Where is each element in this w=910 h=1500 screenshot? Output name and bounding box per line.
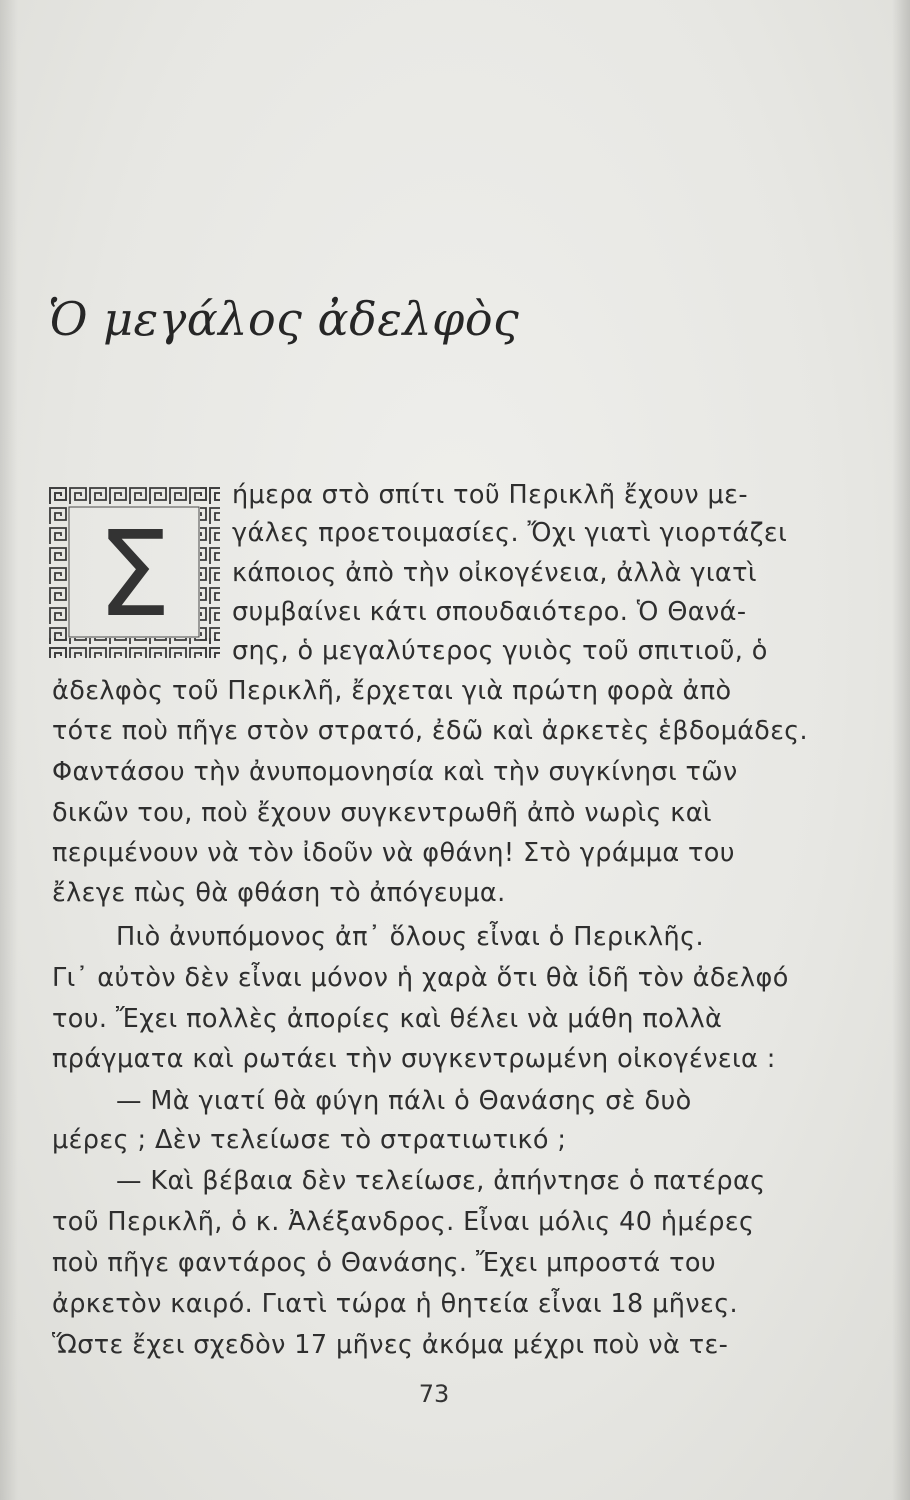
text-line: ποὺ πῆγε φαντάρος ὁ Θανάσης. Ἔχει μπροστά του bbox=[52, 1248, 717, 1278]
text-line: ήμερα στὸ σπίτι τοῦ Περικλῆ ἔχουν με- bbox=[232, 480, 748, 510]
drop-cap-letter: Σ bbox=[96, 505, 172, 643]
chapter-title: Ὁ μεγάλος ἀδελφὸς bbox=[48, 292, 520, 346]
text-line: ἔλεγε πὼς θὰ φθάση τὸ ἀπόγευμα. bbox=[52, 878, 506, 908]
text-line: συμβαίνει κάτι σπουδαιότερο. Ὁ Θανά- bbox=[232, 597, 747, 627]
text-line: — Μὰ γιατί θὰ φύγη πάλι ὁ Θανάσης σὲ δυὸ bbox=[116, 1086, 692, 1116]
page-left-edge-shadow bbox=[0, 0, 18, 1500]
text-line: μέρες ; Δὲν τελείωσε τὸ στρατιωτικό ; bbox=[52, 1125, 567, 1155]
text-line: σης, ὁ μεγαλύτερος γυιὸς τοῦ σπιτιοῦ, ὁ bbox=[232, 636, 768, 666]
text-line: Ὥστε ἔχει σχεδὸν 17 μῆνες ἀκόμα μέχρι ποὺ νὰ τε- bbox=[52, 1330, 729, 1360]
text-line: Φαντάσου τὴν ἀνυπομονησία καὶ τὴν συγκίνησι τῶν bbox=[52, 757, 738, 787]
page-right-edge-shadow bbox=[892, 0, 910, 1500]
text-line: γάλες προετοιμασίες. Ὄχι γιατὶ γιορτάζει bbox=[232, 518, 788, 548]
text-line: τότε ποὺ πῆγε στὸν στρατό, ἐδῶ καὶ ἀρκετὲς ἑβδομάδες. bbox=[52, 716, 809, 746]
text-line: Γι᾽ αὐτὸν δὲν εἶναι μόνον ἡ χαρὰ ὅτι θὰ ἰδῆ τὸν ἀδελφό bbox=[52, 963, 789, 993]
text-line: ἀδελφὸς τοῦ Περικλῆ, ἔρχεται γιὰ πρώτη φορὰ ἀπὸ bbox=[52, 676, 732, 706]
text-line: — Καὶ βέβαια δὲν τελείωσε, ἀπήντησε ὁ πατέρας bbox=[116, 1166, 766, 1196]
text-line: περιμένουν νὰ τὸν ἰδοῦν νὰ φθάνη! Στὸ γράμμα του bbox=[52, 838, 735, 868]
text-line: κάποιος ἀπὸ τὴν οἰκογένεια, ἀλλὰ γιατὶ bbox=[232, 558, 757, 588]
text-line: τοῦ Περικλῆ, ὁ κ. Ἀλέξανδρος. Εἶναι μόλις 40 ἡμέρες bbox=[52, 1207, 755, 1237]
text-line: ἀρκετὸν καιρό. Γιατὶ τώρα ἡ θητεία εἶναι 18 μῆνες. bbox=[52, 1289, 739, 1319]
text-line: δικῶν του, ποὺ ἔχουν συγκεντρωθῆ ἀπὸ νωρὶς καὶ bbox=[52, 798, 712, 828]
page-number: 73 bbox=[418, 1380, 450, 1408]
decorated-drop-cap bbox=[48, 486, 220, 658]
text-line: του. Ἔχει πολλὲς ἀπορίες καὶ θέλει νὰ μάθη πολλὰ bbox=[52, 1004, 723, 1034]
text-line: πράγματα καὶ ρωτάει τὴν συγκεντρωμένη οἰκογένεια : bbox=[52, 1044, 776, 1074]
text-line: Πιὸ ἀνυπόμονος ἀπ᾽ ὅλους εἶναι ὁ Περικλῆς. bbox=[116, 922, 704, 952]
